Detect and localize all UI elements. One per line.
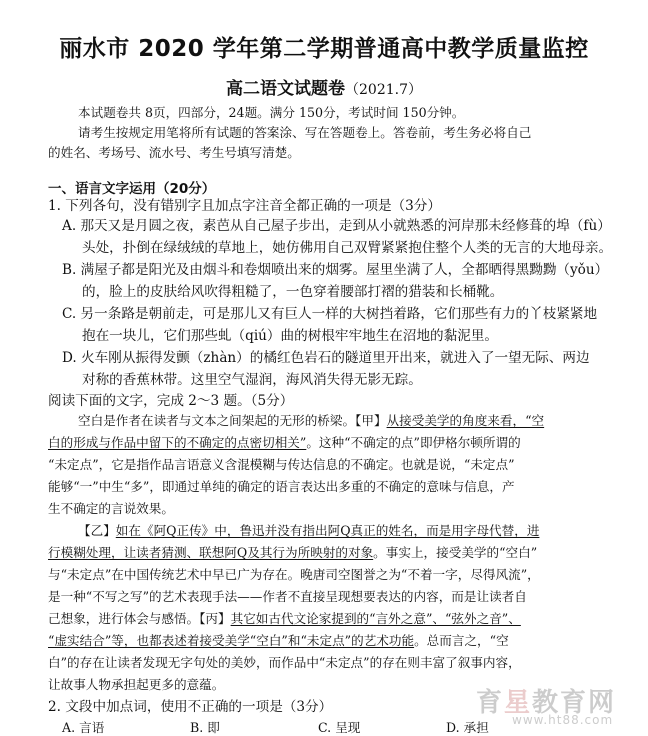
underlined-sentence-yi: 如在《阿Q正传》中，鲁迅并没有指出阿Q真正的姓名，而是用字母代替，进 <box>115 523 540 538</box>
q1-option-c-cont: 抱在一块儿，它们那些虬（qiú）曲的树根牢牢地生在沼地的黏泥里。 <box>82 328 499 344</box>
question-1-stem: 1. 下列各句，没有错别字且加点字注音全都正确的一项是（3分） <box>48 198 441 214</box>
section-heading: 一、语言文字运用（20分） <box>48 181 216 197</box>
page-subtitle <box>0 74 648 99</box>
passage-text: 。这种“不确定的点”即伊格尔顿所谓的 <box>306 435 521 450</box>
reading-intro: 阅读下面的文字，完成 2～3 题。（5分） <box>48 393 294 409</box>
passage-text: 己想象，进行体会与感悟。【丙】 <box>48 611 231 626</box>
subtitle-text: 高二语文试题卷 <box>226 79 345 99</box>
q2-option-d: D. 承担 <box>446 720 489 735</box>
site-watermark <box>472 682 642 732</box>
q2-option-a: A. 言语 <box>62 720 105 735</box>
passage-line <box>48 544 537 561</box>
underlined-sentence-bing-cont: “虚实结合”等，也都表述着接受美学“空白”和“未定点”的艺术功能 <box>48 633 415 648</box>
passage-line: 能够“一”中生“多”，即通过单纯的确定的语言表达出多重的不确定的意味与信息，产 <box>48 479 515 494</box>
q1-option-d-cont: 对称的香蕉林带。这里空气湿润，海风消失得无影无踪。 <box>82 372 422 388</box>
q1-option-d: D. 火车刚从振得发颤（zhàn）的橘红色岩石的隧道里开出来，就进入了一望无际、两边 <box>62 350 590 366</box>
passage-line <box>48 610 521 627</box>
underlined-sentence-bing: 其它如古代文论家提到的“言外之意”、“弦外之音”、 <box>230 611 521 626</box>
passage-line: 白”的存在让读者发现无字句处的美妙，而作品中“未定点”的存在则丰富了叙事内容， <box>48 655 521 670</box>
watermark-logo: 育星教育网 <box>476 688 617 718</box>
watermark-url: www.ht88.com <box>512 713 614 727</box>
underlined-sentence-jia-cont: 白的形成与作品中留下的不确定的点密切相关” <box>48 435 307 450</box>
underlined-sentence-yi-cont: 行模糊处理，让读者猜测、联想阿Q及其行为所映射的对象 <box>48 545 374 560</box>
marker-yi: 【乙】 <box>78 523 116 538</box>
passage-line <box>48 434 521 451</box>
q1-option-b-cont: 的，脸上的皮肤给风吹得粗糙了，一色穿着腰部打褶的猎装和长桶靴。 <box>82 284 504 300</box>
passage-line <box>78 522 539 539</box>
passage-text: 。总而言之，“空 <box>414 633 509 648</box>
q2-option-b: B. 即 <box>190 720 220 735</box>
question-2-stem: 2. 文段中加点词，使用不正确的一项是（3分） <box>48 699 333 715</box>
q1-option-b: B. 满屋子都是阳光及由烟斗和卷烟喷出来的烟雾。屋里坐满了人，全都晒得黑黝黝（yǒu） <box>62 262 609 278</box>
passage-line: 让故事人物承担起更多的意蕴。 <box>48 677 225 692</box>
q1-option-c: C. 另一条路是朝前走，可是那儿又有巨人一样的大树挡着路，它们那些有力的丫枝紧紧地 <box>62 306 598 322</box>
passage-line: 是一种“不写之写”的艺术表现手法——作者不直接呈现想要表达的内容，而是让读者自 <box>48 589 527 604</box>
page-title: 丽水市 2020 学年第二学期普通高中教学质量监控 <box>59 36 589 62</box>
passage-text: 空白是作者在读者与文本之间架起的无形的桥梁。【甲】 <box>78 413 387 428</box>
q2-option-c: C. 呈现 <box>318 720 361 735</box>
passage-line: “未定点”，它是指作品言语意义含混模糊与传达信息的不确定。也就是说，“未定点” <box>48 457 515 472</box>
passage-line: 与“未定点”在中国传统艺术中早已广为存在。晚唐司空图誉之为“不着一字，尽得风流”， <box>48 567 540 582</box>
exam-date: （2021.7） <box>345 82 422 98</box>
q1-option-a: A. 那天又是月圆之夜，素芭从自己屋子步出，走到从小就熟悉的河岸那未经修葺的埠（fù） <box>62 218 611 234</box>
passage-line <box>78 412 544 429</box>
q1-option-a-cont: 头处，扑倒在绿绒绒的草地上，她仿佛用自己双臂紧紧抱住整个人类的无言的大地母亲。 <box>82 240 613 256</box>
passage-line: 生不确定的言说效果。 <box>48 501 174 516</box>
passage-line <box>48 632 509 649</box>
instruction-line: 的姓名、考场号、流水号、考生号填写清楚。 <box>48 145 300 160</box>
underlined-sentence-jia: 从接受美学的角度来看，“空 <box>386 413 545 428</box>
instruction-line: 本试题卷共 8页，四部分，24题。满分 150分，考试时间 150分钟。 <box>78 105 465 120</box>
passage-text: 。事实上，接受美学的“空白” <box>373 545 538 560</box>
instruction-line: 请考生按规定用笔将所有试题的答案涂、写在答题卷上。答卷前，考生务必将自己 <box>78 125 532 140</box>
